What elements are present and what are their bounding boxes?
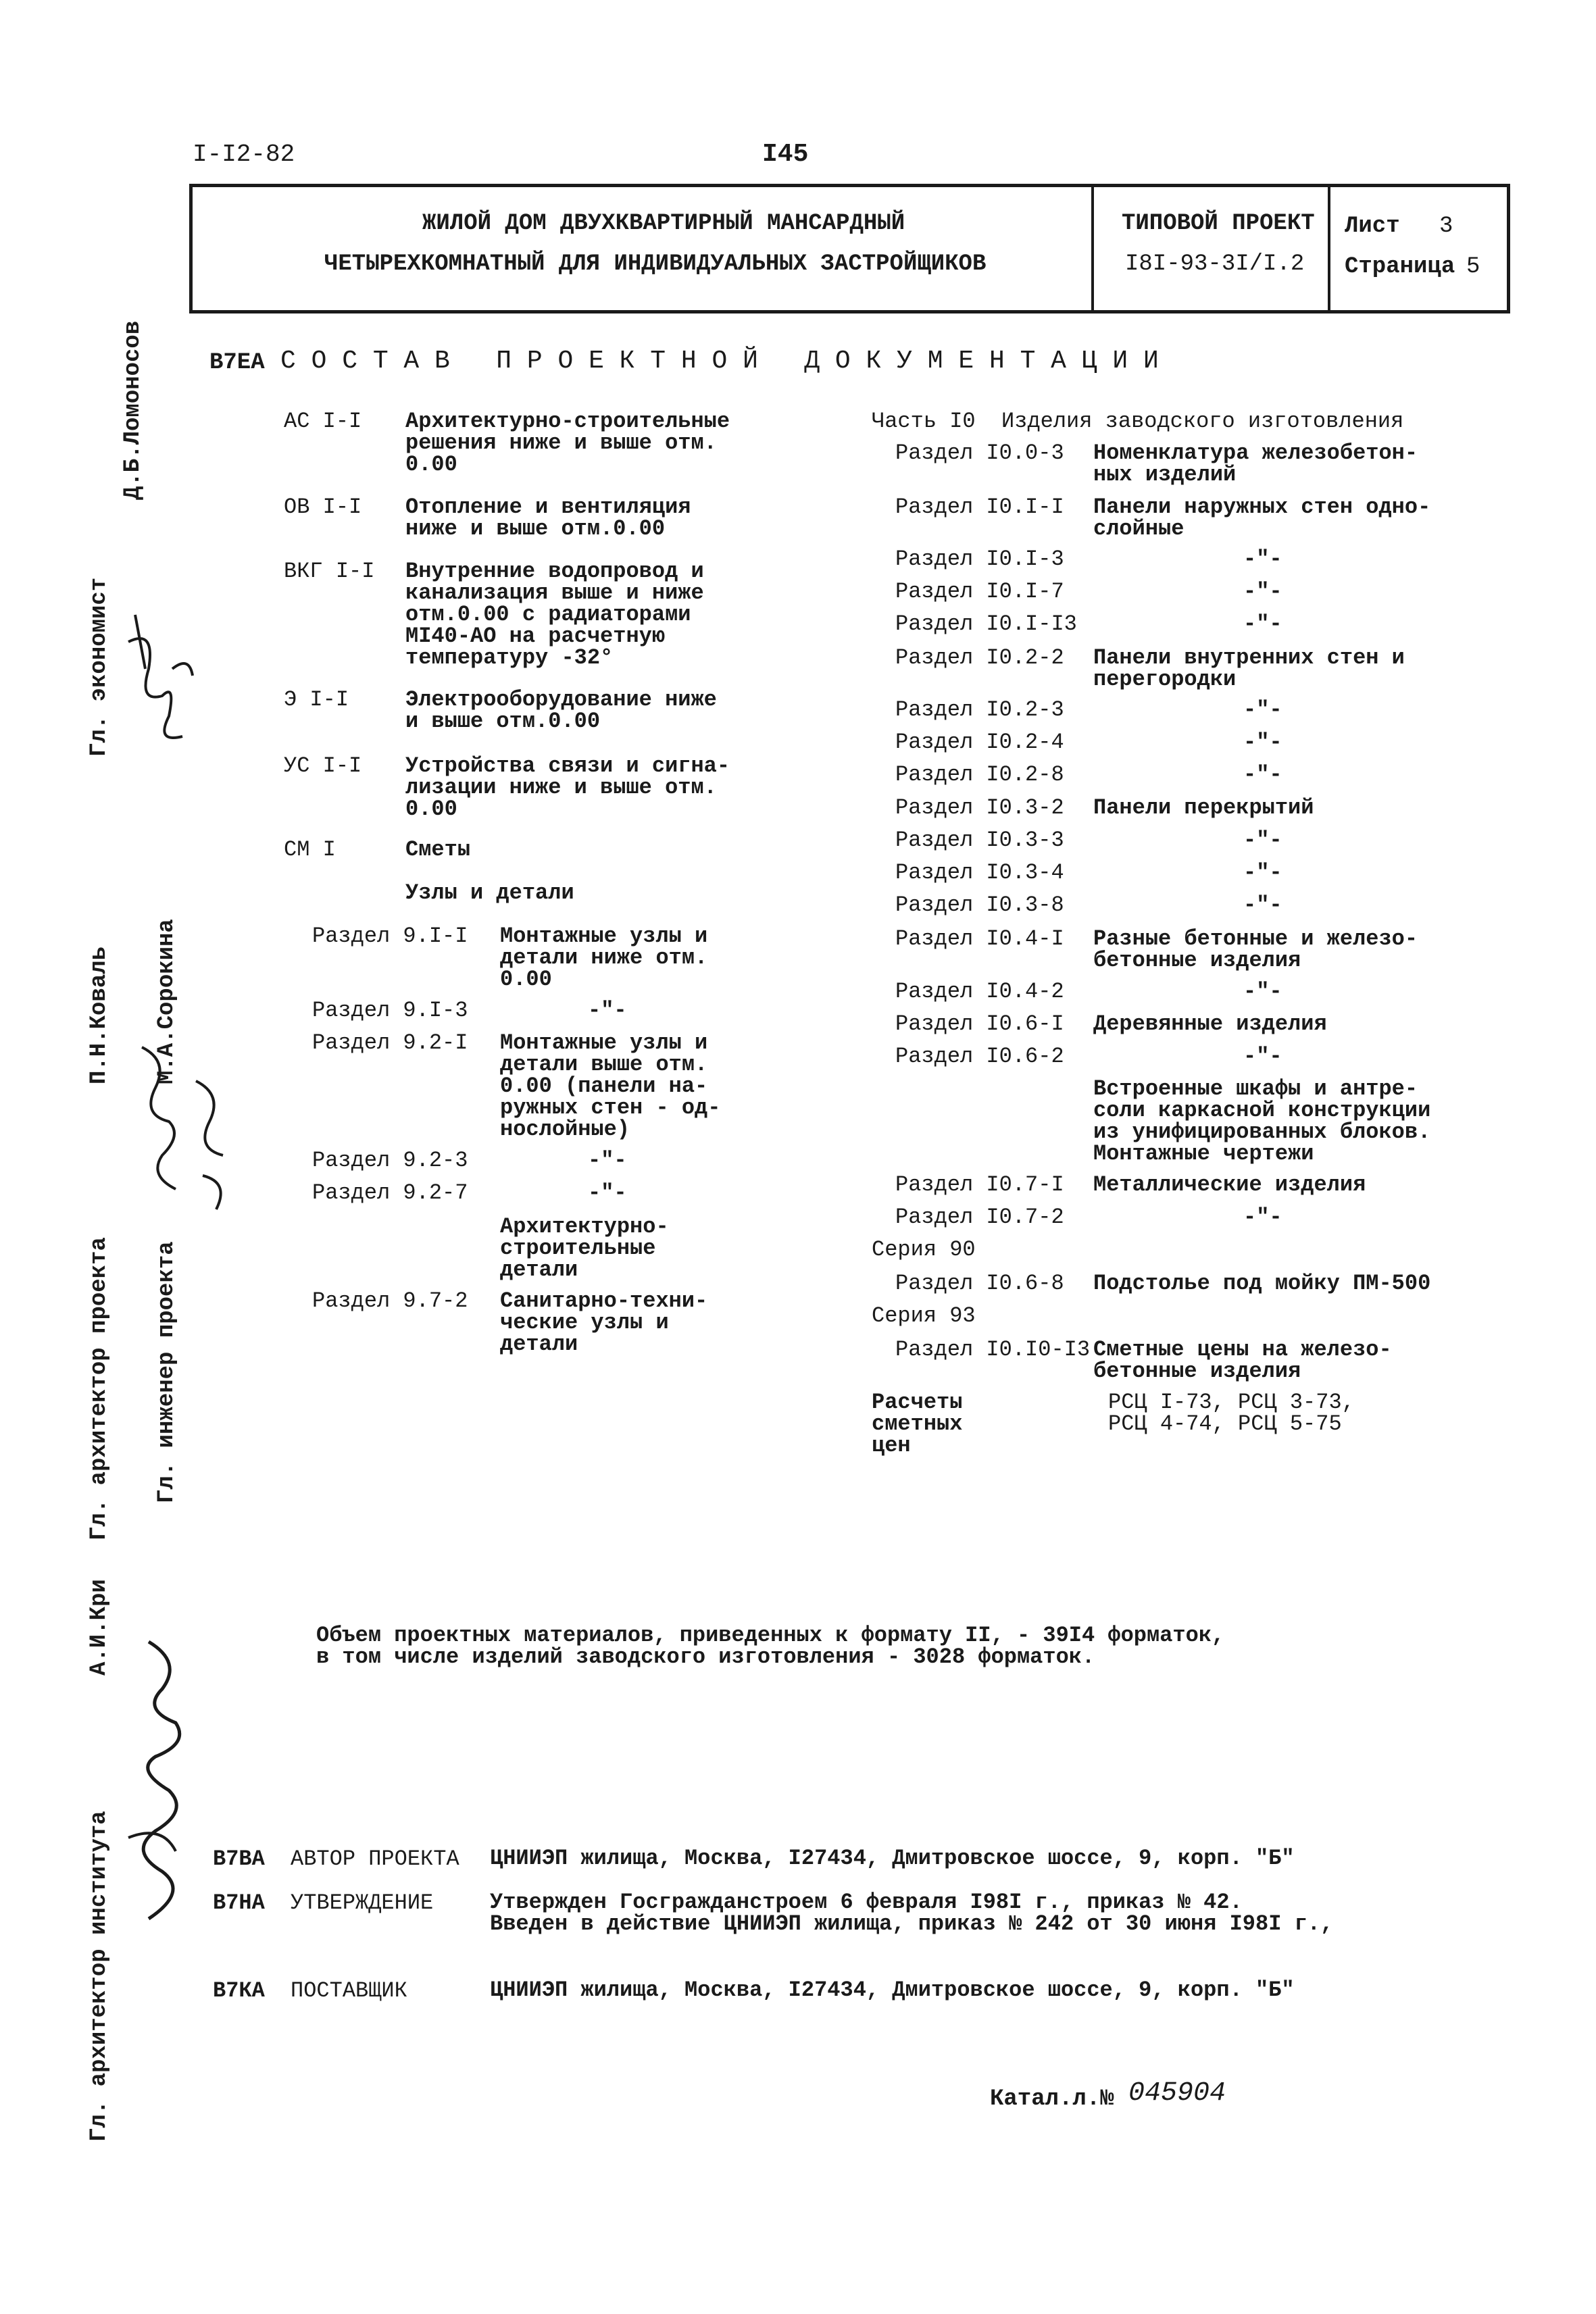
project-type-label: ТИПОВОЙ ПРОЕКТ (1122, 211, 1315, 236)
role-chief-project-engineer: Гл. инженер проекта (154, 1241, 180, 1503)
left-row-text: Устройства связи и сигна- лизации ниже и выше отм. 0.00 (405, 753, 730, 822)
left-row-code: УС I-I (284, 753, 362, 778)
left-subheading: Узлы и детали (405, 880, 574, 905)
supplier-text: ЦНИИЭП жилища, Москва, I27434, Дмитровское шоссе, 9, корп. "Б" (490, 1978, 1295, 2003)
author-text: ЦНИИЭП жилища, Москва, I27434, Дмитровское шоссе, 9, корп. "Б" (490, 1846, 1295, 1871)
left-row-text: Внутренние водопровод и канализация выше и ниже отм.0.00 с радиаторами МI40-АО на расчетную температуру -32° (405, 559, 704, 670)
signer-kr: А.И.Кри (86, 1579, 112, 1676)
right-row-text: Панели перекрытий (1093, 795, 1314, 820)
right-row-code: Раздел I0.2-8 (895, 762, 1064, 787)
right-row-code: Раздел I0.6-I (895, 1011, 1064, 1036)
catalog-label: Катал.л.№ (990, 2086, 1114, 2112)
document-code: I-I2-82 (193, 141, 295, 168)
page-number: I45 (762, 140, 809, 169)
signature-kr (101, 1635, 209, 1932)
right-row-code: Раздел I0.I0-I3 (895, 1337, 1091, 1362)
left-subrow-code: Раздел 9.I-3 (312, 998, 468, 1023)
supplier-code: В7КА (213, 1978, 265, 2003)
left-subrow-code: Раздел 9.I-I (312, 924, 468, 949)
right-row-code: Раздел I0.7-I (895, 1172, 1064, 1197)
project-number: I8I-93-3I/I.2 (1125, 251, 1305, 277)
right-row-code: Раздел I0.6-8 (895, 1271, 1064, 1296)
left-row-text: Отопление и вентиляция ниже и выше отм.0.00 (405, 495, 691, 541)
right-row-code: Раздел I0.2-4 (895, 730, 1064, 755)
right-row-text: -"- (1243, 1044, 1282, 1069)
right-row-text: -"- (1243, 730, 1282, 755)
right-row-text: Деревянные изделия (1093, 1011, 1327, 1036)
author-code: В7ВА (213, 1846, 265, 1871)
author-label: АВТОР ПРОЕКТА (291, 1846, 459, 1871)
right-row-text: Сметные цены на железо- бетонные изделия (1093, 1337, 1392, 1384)
right-row-text: Номенклатура железобетон- ных изделий (1093, 441, 1418, 487)
left-subrow-text: -"- (588, 1180, 627, 1205)
right-row-text: -"- (1243, 979, 1282, 1004)
right-row-text: -"- (1243, 611, 1282, 636)
signature-economist (108, 588, 203, 757)
left-subrow-text: Монтажные узлы и детали выше отм. 0.00 (панели на- ружных стен - од- нослойные) (500, 1030, 721, 1142)
right-row-code: Раздел I0.I-3 (895, 547, 1064, 572)
left-subrow-code: Раздел 9.7-2 (312, 1288, 468, 1313)
left-subrow-text: Монтажные узлы и детали ниже отм. 0.00 (500, 924, 708, 992)
left-row-code: АС I-I (284, 409, 362, 434)
right-row-text: Панели наружных стен одно- слойные (1093, 495, 1431, 541)
approval-label: УТВЕРЖДЕНИЕ (291, 1890, 434, 1915)
left-row-code: СМ I (284, 837, 336, 862)
left-subrow-text: -"- (588, 1148, 627, 1173)
right-row-code: Раздел I0.4-2 (895, 979, 1064, 1004)
right-row-code: Раздел I0.I-I (895, 495, 1064, 520)
right-row-text: Встроенные шкафы и антре- соли каркасной конструкции из унифицированных блоков. Монтажные чертежи (1093, 1076, 1431, 1166)
left-subrow-text: Санитарно-техни- ческие узлы и детали (500, 1288, 708, 1357)
project-title-line2: ЧЕТЫРЕХКОМНАТНЫЙ ДЛЯ ИНДИВИДУАЛЬНЫХ ЗАСТРОЙЩИКОВ (324, 251, 987, 277)
section-title: С О С Т А В П Р О Е К Т Н О Й Д О К У М Е Н Т А Ц И И (280, 347, 1159, 376)
estimate-calculations-label: Расчеты сметных цен (872, 1390, 963, 1458)
approval-code: В7НА (213, 1890, 265, 1915)
role-chief-economist: Гл. экономист (86, 577, 112, 757)
catalog-number: 045904 (1128, 2078, 1226, 2109)
left-subrow-text: -"- (588, 998, 627, 1023)
page-value: 5 (1466, 254, 1480, 280)
series-93-label: Серия 93 (872, 1303, 976, 1328)
estimate-calculations-text: РСЦ I-73, РСЦ 3-73, РСЦ 4-74, РСЦ 5-75 (1108, 1390, 1355, 1436)
page-label: Страница (1345, 254, 1455, 280)
role-chief-project-architect: Гл. архитектор проекта (86, 1237, 112, 1540)
right-row-text: Разные бетонные и железо- бетонные изделия (1093, 926, 1418, 973)
right-row-code: Раздел I0.3-3 (895, 828, 1064, 853)
title-block-divider (1091, 187, 1094, 310)
role-chief-institute-architect: Гл. архитектор института (86, 1811, 112, 2142)
right-row-text: Панели внутренних стен и перегородки (1093, 645, 1405, 692)
left-subrow-code: Раздел 9.2-I (312, 1030, 468, 1055)
sheet-value: 3 (1439, 213, 1453, 239)
right-row-code: Раздел I0.7-2 (895, 1205, 1064, 1230)
project-title-line1: ЖИЛОЙ ДОМ ДВУХКВАРТИРНЫЙ МАНСАРДНЫЙ (422, 211, 905, 236)
supplier-label: ПОСТАВЩИК (291, 1978, 407, 2003)
left-subrow-code: Раздел 9.2-7 (312, 1180, 468, 1205)
section-code: В7ЕА (209, 350, 265, 376)
right-row-code: Раздел I0.2-2 (895, 645, 1064, 670)
left-row-text: Электрооборудование ниже и выше отм.0.00 (405, 687, 717, 734)
left-row-code: ВКГ I-I (284, 559, 375, 584)
right-row-code: Раздел I0.6-2 (895, 1044, 1064, 1069)
right-row-code: Раздел I0.I-I3 (895, 611, 1077, 636)
right-row-text: -"- (1243, 860, 1282, 885)
signer-sorokina: М.А.Сорокина (154, 919, 180, 1084)
signer-koval: П.Н.Коваль (86, 946, 112, 1084)
approval-text: Утвержден Госгражданстроем 6 февраля I98I г., приказ № 42. Введен в действие ЦНИИЭП жилища, приказ № 242 от 30 июня I98I г., (490, 1890, 1334, 1936)
right-row-text: Металлические изделия (1093, 1172, 1366, 1197)
part-10-heading: Часть I0 Изделия заводского изготовления (872, 409, 1404, 434)
title-block (189, 184, 1510, 313)
right-row-code: Раздел I0.3-2 (895, 795, 1064, 820)
right-row-text: -"- (1243, 892, 1282, 917)
series-90-label: Серия 90 (872, 1237, 976, 1262)
right-row-code: Раздел I0.3-8 (895, 892, 1064, 917)
left-row-code: Э I-I (284, 687, 349, 712)
signer-lomonosov: Д.Б.Ломоносов (120, 320, 146, 500)
left-row-code: ОВ I-I (284, 495, 362, 520)
right-row-code: Раздел I0.0-3 (895, 441, 1064, 466)
sheet-label: Лист (1345, 213, 1400, 239)
signature-sorokina (182, 1067, 243, 1230)
right-row-text: -"- (1243, 547, 1282, 572)
right-row-text: -"- (1243, 1205, 1282, 1230)
left-subrow-code: Раздел 9.2-3 (312, 1148, 468, 1173)
left-row-text: Архитектурно-строительные решения ниже и выше отм. 0.00 (405, 409, 730, 477)
right-row-text: -"- (1243, 697, 1282, 722)
title-block-divider (1328, 187, 1330, 310)
volume-note: Объем проектных материалов, приведенных к формату II, - 39I4 форматок, в том числе изделий заводского изготовления - 3028 форматок. (316, 1623, 1225, 1669)
right-row-code: Раздел I0.4-I (895, 926, 1064, 951)
left-row-text: Сметы (405, 837, 471, 862)
right-row-text: Подстолье под мойку ПМ-500 (1093, 1271, 1431, 1296)
right-row-text: -"- (1243, 579, 1282, 604)
left-subrow-text: Архитектурно- строительные детали (500, 1214, 669, 1282)
right-row-text: -"- (1243, 828, 1282, 853)
right-row-code: Раздел I0.I-7 (895, 579, 1064, 604)
right-row-code: Раздел I0.2-3 (895, 697, 1064, 722)
right-row-text: -"- (1243, 762, 1282, 787)
right-row-code: Раздел I0.3-4 (895, 860, 1064, 885)
